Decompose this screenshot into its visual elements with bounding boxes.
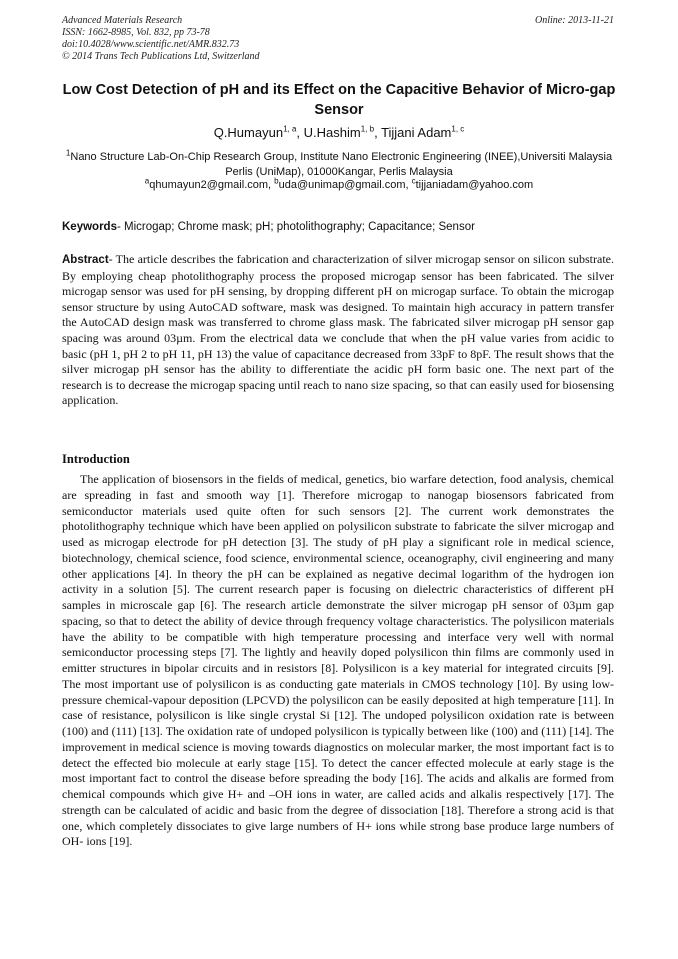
introduction-paragraph: The application of biosensors in the fields of medical, genetics, bio warfare detection, food analysis, chemical are spreading in fast and smooth way [1]. Therefore microgap to nanogap biosensors fabricated from semiconductor materials used quite often for such sensors [2]. The current work demonstrates the photolithography technique which have been applied on polysilicon substrate to fabricate the silver microgap and used as microgap electrode for pH detection [3]. The study of pH play a significant role in medical science, biotechnology, chemical science, food science, environmental science, oceanography, civil engineering and many other applications [4]. In theory the pH can be explained as negative decimal logarithm of the hydrogen ion activity in a solution [5]. The current research paper is focusing on dielectric characteristics of different pH samples in microscale gap [6]. The research article demonstrate the silver microgap pH sensor of 03µm gap spacing, so that to detect the ability of device through frequency voltage characteristics. The polysilicon materials have the ability to be compatible with high temperature processing and interface very well with normal semiconductor processing steps [7]. The lightly and heavily doped polysilicon thin films are commonly used in emitter structures in bipolar circuits and in resistors [8]. Polysilicon is a key material for integrated circuits [9]. The most important use of polysilicon is as conducting gate materials in CMOS technology [10]. By using low- pressure chemical-vapour deposition (LPCVD) the polysilicon can be easily deposited at high temperature [11]. In case of resistance, polysilicon is like single crystal Si [12]. The undoped polysilicon oxidation rate is between (100) and (111) [13]. The oxidation rate of undoped polysilicon is typically between like (100) and (111) [14]. The improvement in medical science is moving towards diagnostics on molecular marker, the most important fact is to detect the effected bio molecule at early stage [15]. To detect the cancer effected molecule at early stage is the most important fact to control the disease before spreading the body [16]. The acids and alkalis are formed from chemical compounds which give H+ and –OH ions in water, are called acids and alkalis respectively [17]. The strength can be calculated of acidic and basic from the degree of dissociation [18]. Therefore a strong acid is that one, which completely dissociates to give large numbers of H+ ions while strong base produce large numbers of OH- ions [19].	[62, 472, 614, 849]
author-superscript: 1, b	[360, 124, 375, 134]
email-superscript: b	[274, 176, 279, 186]
author-name: U.Hashim	[303, 125, 361, 140]
author-name: Q.Humayun	[213, 125, 284, 140]
paper-title: Low Cost Detection of pH and its Effect on the Capacitive Behavior of Micro-gap Sensor	[62, 82, 616, 118]
author-emails: $^a$qhumayun2@gmail.com, $^b$uda@unimap@gmail.com, $^c$tijjaniadam@yahoo.com	[144, 176, 534, 191]
author-superscript: 1, c	[451, 124, 465, 134]
keywords-label: Keywords	[62, 221, 117, 233]
author-list: Q.Humayun$^{1, a}$, U.Hashim$^{1, b}$, Tijjani Adam$^{1, c}$	[213, 124, 465, 140]
section-heading-introduction: Introduction	[62, 452, 130, 466]
email-link[interactable]: uda@unimap@gmail.com	[278, 179, 406, 191]
keywords	[62, 220, 616, 235]
author-superscript: 1, a	[283, 124, 297, 134]
affiliation	[62, 150, 616, 179]
journal-name: Advanced Materials Research	[62, 15, 183, 26]
journal-doi: doi:10.4028/www.scientific.net/AMR.832.73	[62, 39, 240, 50]
affiliation-text: Nano Structure Lab-On-Chip Research Group, Institute Nano Electronic Engineering (INEE),Universiti Malaysia Perlis (UniMap), 01000Kangar, Perlis Malaysia	[70, 151, 613, 178]
journal-copyright: © 2014 Trans Tech Publications Ltd, Switzerland	[62, 51, 260, 62]
email-link[interactable]: qhumayun2@gmail.com	[149, 179, 269, 191]
abstract	[62, 252, 614, 409]
online-date: Online: 2013-11-21	[535, 15, 614, 26]
email-superscript: c	[411, 176, 416, 186]
email-superscript: a	[144, 176, 150, 186]
affiliation-superscript: 1	[65, 148, 71, 158]
journal-header	[62, 15, 260, 63]
abstract-label: Abstract	[62, 254, 109, 266]
email-link[interactable]: tijjaniadam@yahoo.com	[415, 179, 534, 191]
author-name: Tijjani Adam	[381, 125, 452, 140]
keywords-text: - Microgap; Chrome mask; pH; photolithography; Capacitance; Sensor	[116, 221, 475, 233]
abstract-text: - The article describes the fabrication and characterization of silver microgap sensor on silicon substrate. By employing cheap photolithography process the proposed microgap sensor has been fabricated. The silver microgap sensor was used for pH sensing, by dropping different pH on microgap surface. To obtain the microgap sensor structure by using AutoCAD software, mask was designed. To maintain high accuracy in pattern transfer the AutoCAD design mask was transferred to chrome glass mask. The fabricated silver microgap pH sensor gap spacing was around 03µm. From the electrical data we conclude that when the pH value varies from acidic to basic (pH 1, pH 2 to pH 11, pH 13) the value of capacitance decreased from 33pF to 8pF. The result shows that the silver microgap pH sensor has the ability to differentiate the acidic pH form basic one. The next part of the research is to decrease the microgap spacing until reach to nano size spacing, so that can easily used for biosensing application.	[62, 252, 614, 408]
journal-issn: ISSN: 1662-8985, Vol. 832, pp 73-78	[62, 27, 210, 38]
